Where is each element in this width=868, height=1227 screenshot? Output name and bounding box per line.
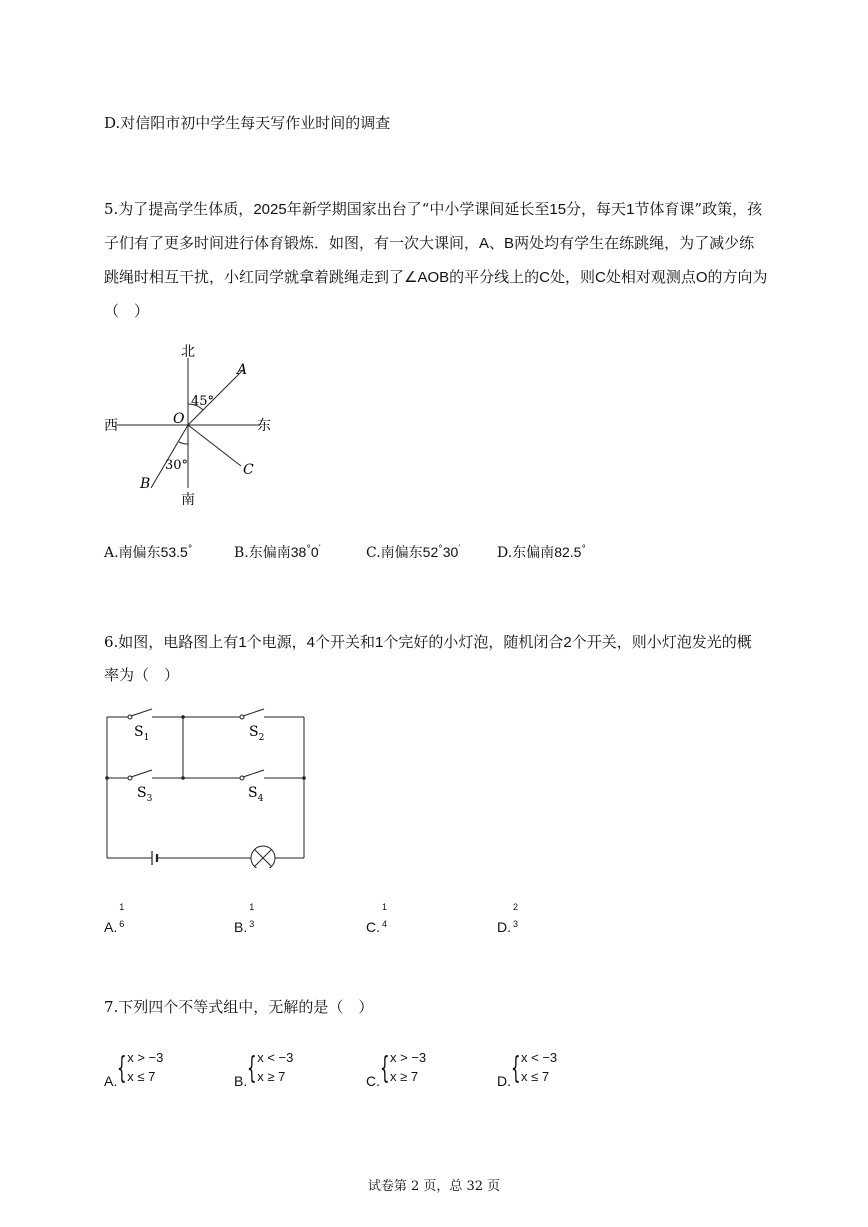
degree-symbol: ° [581,544,586,555]
q5-angle: ∠AOB [404,269,450,286]
fraction [247,902,257,936]
junction [181,715,185,719]
q5-option-d[interactable] [497,542,586,562]
label-o: O [173,411,185,427]
degree-symbol: ° [438,544,443,555]
q5-text: 处相对观测点 [605,268,696,286]
lamp-icon [251,846,275,868]
option-text: A.南偏东 [104,545,161,561]
q6-number: 1 [238,634,247,651]
brace-icon: { [511,1051,521,1086]
q5-point-b: B [504,235,515,252]
switch-s4-label: $S_4$ [248,785,264,804]
label-b: B [140,476,151,492]
switch-s3-label: $S_3$ [137,785,153,804]
q4-option-d: D.对信阳市初中学生每天写作业时间的调查 [104,114,391,132]
label-c: C [243,462,254,478]
q6-stem-line1 [104,631,752,652]
option-label: D. [497,919,511,935]
option-value: 53.5 [160,544,188,560]
page-footer: 试卷第 2 页，总 32 页 [367,1179,501,1194]
brace-icon: { [380,1051,390,1086]
inequality-system [247,1050,307,1092]
q5-year: 2025 [253,201,287,218]
numerator: 1 [119,902,125,912]
fraction [380,902,390,936]
q5-option-c[interactable] [366,542,460,562]
q5-number: 15 [549,201,567,218]
denominator: 6 [119,919,125,929]
q5-point-c: C [539,269,550,286]
ray-oc [188,425,241,466]
q5-text: 跳绳时相互干扰，小红同学就拿着跳绳走到了 [104,268,405,286]
q6-number: 4 [306,634,316,651]
q5-stem-line2 [104,232,754,253]
inequality-top: x > −3 [390,1050,427,1065]
q5-text: 、 [489,234,505,252]
option-label: C. [366,1073,380,1089]
q7-option-b[interactable] [234,1050,307,1092]
denominator: 4 [382,919,388,929]
option-label: B. [234,1073,248,1089]
q5-stem-line3 [104,266,768,287]
option-label: B. [234,919,248,935]
q5-text: 两处均有学生在练跳绳，为了减少练 [514,234,755,252]
brace-icon: { [247,1051,257,1086]
q5-number: 1 [626,201,635,218]
q7-option-c[interactable] [366,1050,440,1092]
q5-option-a[interactable] [104,542,192,562]
q6-text: 个完好的小灯泡，随机闭合 [383,633,564,651]
q7-option-d[interactable] [497,1050,571,1092]
inequality-bottom: x ≥ 7 [257,1069,286,1084]
numerator: 2 [513,902,519,912]
inequality-top: x < −3 [521,1050,558,1065]
inequality-bottom: x ≤ 7 [127,1069,156,1084]
inequality-bottom: x ≥ 7 [390,1069,419,1084]
q5-direction-figure [95,338,285,508]
junction [302,776,306,780]
option-text: C.南偏东 [366,545,423,561]
option-text: B.东偏南 [234,545,291,561]
q7-option-a[interactable] [104,1050,177,1092]
inequality-system [380,1050,440,1092]
q5-text: 的平分线上的 [449,268,540,286]
q5-answer-paren: （ ） [104,302,150,320]
label-west: 西 [104,418,118,434]
q5-point-a: A [479,235,490,252]
ray-ob [151,425,188,488]
junction [105,776,109,780]
label-a: A [237,362,248,378]
fraction [511,902,521,936]
q5-stem-line1 [104,198,762,219]
label-north: 北 [181,344,195,360]
degree-symbol: ° [187,544,193,555]
q6-stem-line2: 率为（ ） [104,666,180,684]
q5-point-c: C [595,269,606,286]
fraction [117,902,127,936]
junction [181,776,185,780]
q6-option-a[interactable] [104,902,127,936]
inequality-bottom: x ≤ 7 [521,1069,550,1084]
switch-s4-blade [243,770,264,777]
denominator: 3 [249,919,255,929]
q6-circuit-figure [100,700,312,868]
switch-s3-blade [131,770,152,777]
q5-option-b[interactable] [234,542,321,562]
q6-option-b[interactable] [234,902,257,936]
label-angle-45: 45° [191,394,215,409]
q5-text: 处，则 [550,268,596,286]
option-label: A. [104,919,118,935]
switch-s2-label: $S_2$ [249,724,265,743]
option-value: 0 [310,544,319,560]
q5-text: 分，每天 [566,200,627,218]
option-value: 38 [290,544,307,560]
switch-s1-blade [131,709,152,716]
q6-text: 6.如图，电路图上有 [104,633,239,651]
inequality-top: x > −3 [127,1050,164,1065]
q7-stem: 7.下列四个不等式组中，无解的是（ ） [104,998,374,1016]
q5-text: 5.为了提高学生体质， [104,200,254,218]
q5-text: 年新学期国家出台了“中小学课间延长至 [286,200,550,218]
minute-symbol: ′ [318,544,321,555]
option-text: D.东偏南 [497,545,555,561]
label-south: 南 [181,492,195,508]
brace-icon: { [117,1051,127,1086]
option-value: 52 [422,544,439,560]
label-east: 东 [257,418,271,434]
q6-text: 个开关，则小灯泡发光的概 [571,633,752,651]
switch-s2-blade [243,709,264,716]
q6-text: 个电源， [246,633,307,651]
option-value: 82.5 [554,544,582,560]
q6-option-d[interactable] [497,902,521,936]
q6-number: 1 [375,634,384,651]
q5-text: 的方向为 [707,268,768,286]
q5-text: 子们有了更多时间进行体育锻炼．如图，有一次大课间， [104,234,480,252]
inequality-system [511,1050,571,1092]
label-angle-30: 30° [165,458,189,473]
angle-arc-bottom [179,442,188,444]
q6-option-c[interactable] [366,902,390,936]
q6-number: 2 [563,634,572,651]
option-label: A. [104,1073,118,1089]
numerator: 1 [249,902,255,912]
minute-symbol: ′ [458,544,461,555]
option-label: C. [366,919,380,935]
inequality-top: x < −3 [257,1050,294,1065]
q6-text: 个开关和 [315,633,376,651]
q5-point-o: O [695,269,708,286]
inequality-system [117,1050,177,1092]
switch-s1-label: $S_1$ [134,724,150,743]
degree-symbol: ° [306,544,311,555]
denominator: 3 [513,919,519,929]
q5-text: 节体育课”政策，孩 [634,200,763,218]
numerator: 1 [382,902,388,912]
option-label: D. [497,1073,511,1089]
option-value: 30 [442,544,459,560]
